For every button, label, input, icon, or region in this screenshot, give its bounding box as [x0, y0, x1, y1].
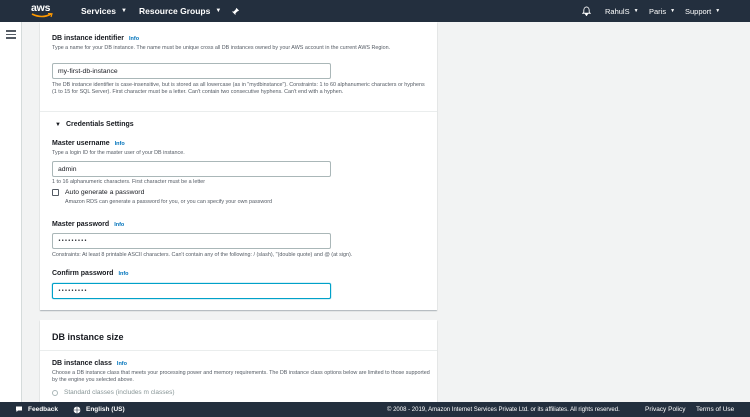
support-label: Support — [685, 6, 712, 16]
instance-class-label: DB instance class — [52, 360, 112, 367]
master-username-input[interactable] — [52, 161, 331, 177]
caret-down-icon: ▼ — [55, 121, 61, 128]
user-name: RahulS — [605, 6, 630, 16]
aws-smile-icon — [31, 13, 53, 19]
region-name: Paris — [649, 6, 667, 16]
credentials-settings-title: Credentials Settings — [65, 121, 134, 128]
resource-groups-label: Resource Groups — [139, 6, 211, 16]
master-password-input[interactable] — [52, 233, 331, 249]
terms-of-use-link[interactable]: Terms of Use — [696, 406, 735, 413]
master-password-label: Master password — [52, 221, 110, 228]
footer-bar — [0, 402, 750, 417]
feedback-label: Feedback — [28, 406, 58, 413]
settings-panel — [40, 22, 437, 310]
instance-class-description: Choose a DB instance class that meets your processing power and memory requirements. The DB instance class options below are limited to those supported by the engine you selected above. — [52, 370, 430, 383]
master-username-description: Type a login ID for the master user of your DB instance. — [52, 150, 185, 156]
db-identifier-constraints: The DB instance identifier is case-insensitive, but is stored as all lowercase (as in "mydbinstance"). Constraints: 1 to 60 alphanumeric characters or hyphens (1 to 15 for SQL Server). First character must be a letter. Can't contain two consecutive hyphens. Can't end with a hyphen. — [52, 82, 425, 95]
language-selector[interactable] — [73, 402, 125, 417]
auto-generate-password-label[interactable]: Auto generate a password — [65, 189, 145, 196]
left-sidebar-rail — [0, 22, 22, 402]
language-label: English (US) — [86, 406, 125, 413]
instance-size-panel — [40, 320, 437, 402]
db-identifier-info-link[interactable]: Info — [128, 36, 140, 42]
master-username-label-row — [52, 140, 125, 147]
feedback-link[interactable] — [15, 402, 58, 417]
globe-icon — [73, 406, 81, 414]
master-password-label-row — [52, 221, 124, 228]
copyright-text: © 2008 - 2019, Amazon Internet Services Private Ltd. or its affiliates. All rights reserved. — [387, 406, 620, 413]
confirm-password-info-link[interactable]: Info — [118, 271, 129, 277]
chevron-down-icon: ▼ — [670, 8, 676, 14]
master-password-constraints: Constraints: At least 8 printable ASCII characters. Can't contain any of the following: / (slash), "(double quote) and @ (at sign). — [52, 252, 353, 258]
chevron-down-icon: ▼ — [715, 8, 721, 14]
chevron-down-icon: ▼ — [120, 8, 127, 14]
db-identifier-description: Type a name for your DB instance. The name must be unique cross all DB instances owned by your AWS account in the current AWS Region. — [52, 45, 391, 51]
standard-classes-radio[interactable] — [52, 390, 58, 396]
chevron-down-icon: ▼ — [215, 8, 222, 14]
resource-groups-menu[interactable] — [139, 0, 221, 22]
services-menu[interactable] — [81, 0, 127, 22]
aws-logo-text: aws — [31, 2, 51, 14]
speech-bubble-icon — [15, 406, 23, 413]
pin-icon[interactable] — [231, 0, 240, 22]
instance-class-label-row — [52, 360, 127, 367]
db-identifier-label: DB instance identifier — [52, 35, 124, 42]
db-identifier-label-row — [52, 35, 139, 42]
section-divider — [40, 350, 437, 351]
instance-size-title: DB instance size — [52, 332, 124, 342]
credentials-settings-toggle[interactable] — [55, 121, 134, 128]
region-menu[interactable] — [649, 0, 675, 22]
top-navigation-bar — [0, 0, 750, 22]
bell-icon[interactable] — [582, 0, 591, 22]
auto-generate-password-description: Amazon RDS can generate a password for you, or you can specify your own password — [65, 199, 273, 205]
master-password-info-link[interactable]: Info — [114, 222, 125, 228]
confirm-password-label-row — [52, 270, 129, 277]
services-label: Services — [81, 6, 116, 16]
master-username-info-link[interactable]: Info — [114, 141, 125, 147]
hamburger-menu-icon[interactable] — [6, 30, 16, 38]
confirm-password-input[interactable] — [52, 283, 331, 299]
confirm-password-label: Confirm password — [52, 270, 114, 277]
db-identifier-input[interactable] — [52, 63, 331, 79]
chevron-down-icon: ▼ — [633, 8, 639, 14]
section-divider — [40, 111, 437, 112]
instance-class-info-link[interactable]: Info — [116, 361, 128, 367]
standard-classes-label[interactable]: Standard classes (includes m classes) — [64, 389, 175, 396]
privacy-policy-link[interactable]: Privacy Policy — [645, 406, 686, 413]
auto-generate-password-checkbox[interactable] — [52, 189, 59, 196]
support-menu[interactable] — [685, 0, 720, 22]
aws-logo[interactable] — [31, 3, 55, 20]
master-username-label: Master username — [52, 140, 110, 147]
user-menu[interactable] — [605, 0, 639, 22]
master-username-constraints: 1 to 16 alphanumeric characters. First character must be a letter — [52, 179, 206, 185]
